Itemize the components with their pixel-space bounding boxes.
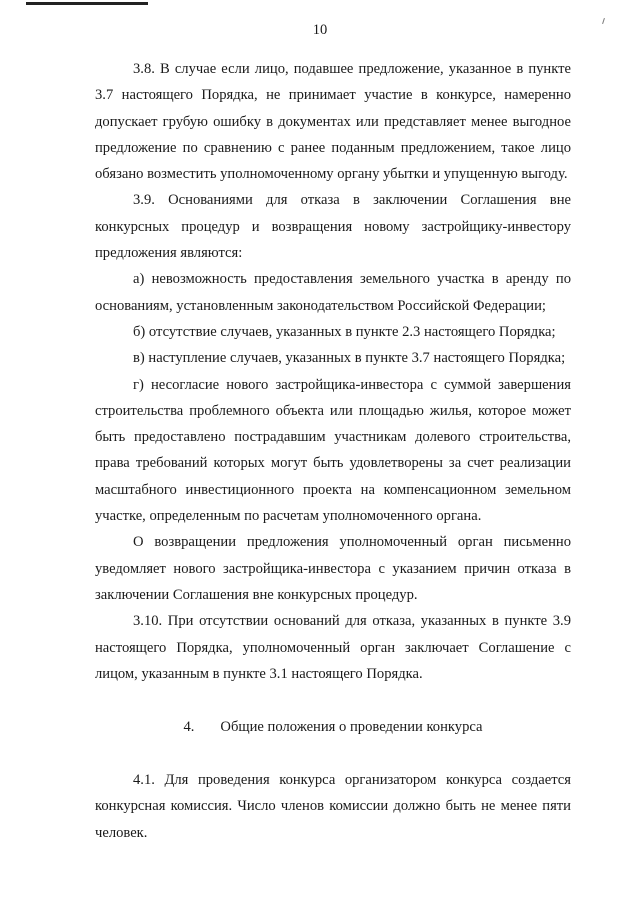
- paragraph-return-notice: О возвращении предложения уполномоченный орган письменно уведомляет нового застройщика-инвестора с указанием причин отказа в заключении Соглашения вне конкурсных процедур.: [95, 534, 571, 603]
- document-body: [95, 56, 571, 846]
- section-number: 4.: [183, 719, 195, 736]
- list-item-d: г) несогласие нового застройщика-инвестора с суммой завершения строительства проблемного объекта или площадью жилья, которое может быть предоставлено пострадавшим участникам долевого строительства, права требований которых могут быть удовлетворены за счет реализации масштабного инвестиционного проекта на компенсационном земельном участке, определенным по расчетам уполномоченного органа.: [95, 376, 571, 525]
- page-number: 10: [312, 22, 328, 38]
- scan-artifact-line: [26, 2, 148, 5]
- paragraph-4-1: 4.1. Для проведения конкурса организатором конкурса создается конкурсная комиссия. Число членов комиссии должно быть не менее пяти человек.: [95, 772, 571, 841]
- list-item-b: б) отсутствие случаев, указанных в пункте 2.3 настоящего Порядка;: [133, 323, 556, 340]
- list-item-c: в) наступление случаев, указанных в пункте 3.7 настоящего Порядка;: [133, 350, 566, 367]
- paragraph-3-8: 3.8. В случае если лицо, подавшее предложение, указанное в пункте 3.7 настоящего Порядка, не принимает участие в конкурсе, намеренно допускает грубую ошибку в документах или представляет менее выгодное предложение по сравнению с ранее поданным предложением, такое лицо обязано возместить уполномоченному органу убытки и упущенную выгоду.: [95, 61, 571, 183]
- paragraph-3-10: 3.10. При отсутствии оснований для отказа, указанных в пункте 3.9 настоящего Порядка, уполномоченный орган заключает Соглашение с лицом, указанным в пункте 3.1 настоящего Порядка.: [95, 613, 571, 682]
- section-heading: [95, 714, 571, 740]
- section-title: Общие положения о проведении конкурса: [220, 719, 483, 736]
- paragraph-3-9: 3.9. Основаниями для отказа в заключении Соглашения вне конкурсных процедур и возвращения новому застройщику-инвестору предложения являются:: [95, 192, 571, 262]
- list-item-a: а) невозможность предоставления земельного участка в аренду по основаниям, установленным законодательством Российской Федерации;: [95, 271, 571, 314]
